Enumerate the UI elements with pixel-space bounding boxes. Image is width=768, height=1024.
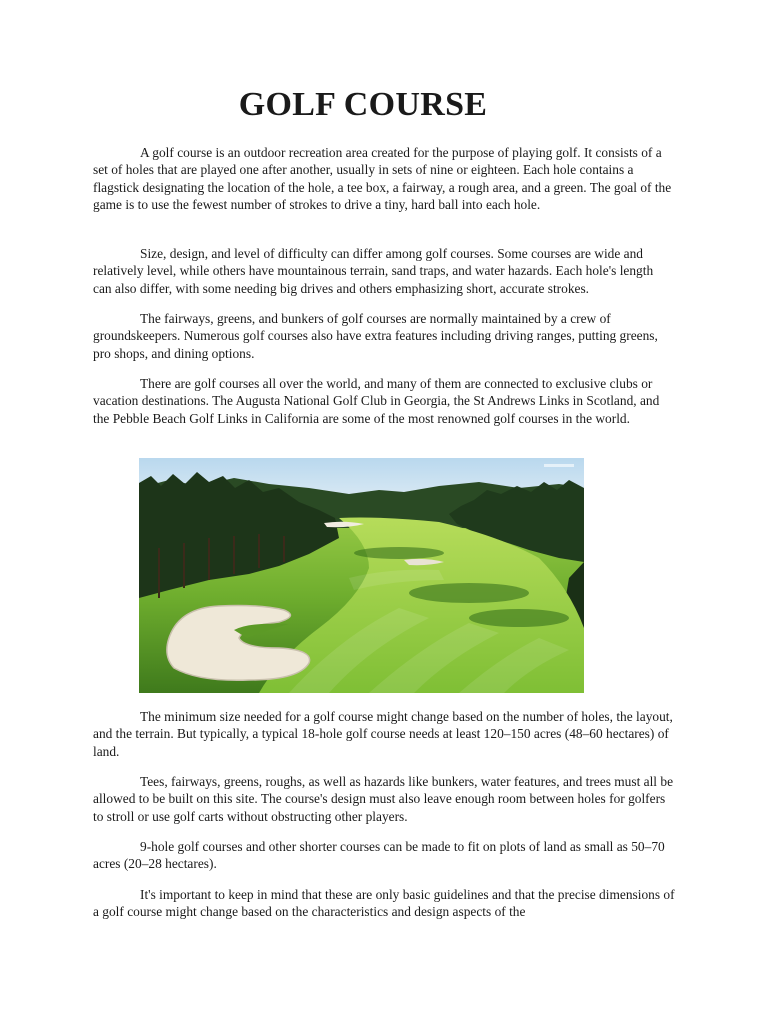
paragraph: Size, design, and level of difficulty can differ among golf courses. Some courses are wide and relatively level, while others have mountainous terrain, sand traps, and water hazards. Each hole's length can also differ, with some needing big drives and others emphasizing short, accurate strokes. (93, 246, 654, 296)
paragraph: Tees, fairways, greens, roughs, as well as hazards like bunkers, water features, and trees must all be allowed to be built on this site. The course's design must also leave enough room between holes for golfers to stroll or use golf carts without obstructing other players. (93, 774, 674, 824)
paragraph-block (93, 245, 675, 297)
paragraph: It's important to keep in mind that these are only basic guidelines and that the precise dimensions of a golf course might change based on the characteristics and design aspects of the (93, 887, 675, 920)
paragraph-block (93, 886, 675, 921)
paragraph: There are golf courses all over the world, and many of them are connected to exclusive clubs or vacation destinations. The Augusta National Golf Club in Georgia, the St Andrews Links in Scotland, and the Pebble Beach Golf Links in California are some of the most renowned golf courses in the world. (93, 376, 660, 426)
paragraph: The minimum size needed for a golf course might change based on the number of holes, the layout, and the terrain. But typically, a typical 18-hole golf course needs at least 120–150 acres (48–60 hectares) of land. (93, 709, 673, 759)
page-title: GOLF COURSE (238, 86, 488, 123)
paragraph: A golf course is an outdoor recreation area created for the purpose of playing golf. It consists of a set of holes that are played one after another, usually in sets of nine or eighteen. Each hole contains a flagstick designating the location of the hole, a tee box, a fairway, a rough area, and a green. The goal of the game is to use the fewest number of strokes to drive a tiny, hard ball into each hole. (93, 145, 672, 213)
paragraph-block (93, 773, 675, 825)
paragraph: 9-hole golf courses and other shorter courses can be made to fit on plots of land as small as 50–70 acres (20–28 hectares). (93, 839, 665, 872)
paragraph-block (93, 375, 675, 427)
paragraph-block (93, 838, 675, 873)
paragraph-block (93, 144, 675, 214)
paragraph-block (93, 310, 675, 362)
golf-course-photo (139, 458, 584, 693)
paragraph: The fairways, greens, and bunkers of golf courses are normally maintained by a crew of groundskeepers. Numerous golf courses also have extra features including driving ranges, putting greens, pro shops, and dining options. (93, 311, 658, 361)
paragraph-block (93, 708, 675, 760)
